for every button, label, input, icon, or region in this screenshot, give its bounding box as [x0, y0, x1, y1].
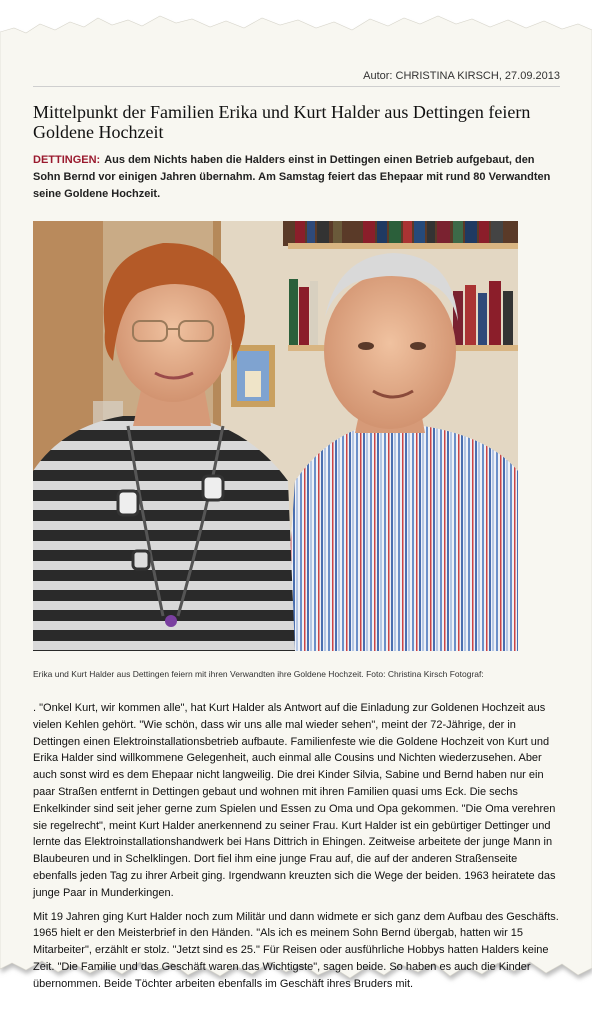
article-lead	[33, 152, 560, 203]
article-byline: Autor: CHRISTINA KIRSCH, 27.09.2013	[33, 70, 560, 87]
article	[33, 70, 560, 993]
article-paragraph: Mit 19 Jahren ging Kurt Halder noch zum Militär und dann widmete er sich ganz dem Aufbau des Geschäfts. 1965 hielt er den Meisterbrief in den Händen. "Als ich es meinem Sohn Bernd übergab, hatten wir 15 Mitarbeiter", erzählt er stolz. "Jetzt sind es 25." Für Reisen oder ausführliche Hobbys hatten Halders keine Zeit. "Die Familie und das Geschäft waren das Wichtigste", sagen beide. So haben es auch die Kinder übernommen. Beide Töchter arbeiten ebenfalls im Geschäft ihres Bruders mit.	[33, 910, 559, 990]
article-paragraph: . "Onkel Kurt, wir kommen alle", hat Kurt Halder als Antwort auf die Einladung zur Goldenen Hochzeit aus vielen Kehlen gehört. "Wie schön, dass wir uns alle mal wieder sehen", meint der 72-Jährige, der in Dettingen einen Elektroinstallationsbetrieb aufbaute. Familienfeste wie die Goldene Hochzeit von Kurt und Erika Halder sind willkommene Gelegenheit, auch einmal alle Cousins und Nichten wiederzusehen. Aber auch sonst wird es dem Ehepaar nicht langweilig. Die drei Kinder Silvia, Sabine und Bernd haben nur ein paar Straßen entfernt in Dettingen gebaut und wohnen mit ihren Familien quasi ums Eck. Die sechs Enkelkinder sind seit jeher gerne zum Spielen und Essen zu Oma und Opa gekommen. "Die Oma verehren sie regelrecht", meint Kurt Halder anerkennend zu seiner Frau. Kurt Halder ist ein gebürtiger Dettinger und lernte das Elektroinstallationshandwerk bei Hans Dittrich in Ehingen. Zeitweise arbeitete der junge Mann in Blaubeuren und in Schelklingen. Dort fiel ihm eine junge Frau auf, die auf der anderen Straßenseite ebenfalls jeden Tag zu ihrer Arbeit ging. Irgendwann kreuzten sich die Wege der beiden. 1963 heiratete das junge Paar in Munderkingen.	[33, 702, 556, 899]
article-photo	[33, 221, 518, 651]
lead-place: DETTINGEN:	[33, 154, 101, 166]
article-headline: Mittelpunkt der Familien Erika und Kurt Halder aus Dettingen feiern Goldene Hochzeit	[33, 102, 531, 142]
couple-photo-illustration	[33, 221, 518, 651]
photo-caption: Erika und Kurt Halder aus Dettingen feiern mit ihren Verwandten ihre Goldene Hochzeit. Foto: Christina Kirsch Fotograf:	[33, 669, 484, 679]
lead-text: Aus dem Nichts haben die Halders einst in Dettingen einen Betrieb aufgebaut, den Sohn Bernd vor einigen Jahren übernahm. Am Samstag feiert das Ehepaar mit rund 80 Verwandten seine Goldene Hochzeit.	[33, 154, 551, 200]
